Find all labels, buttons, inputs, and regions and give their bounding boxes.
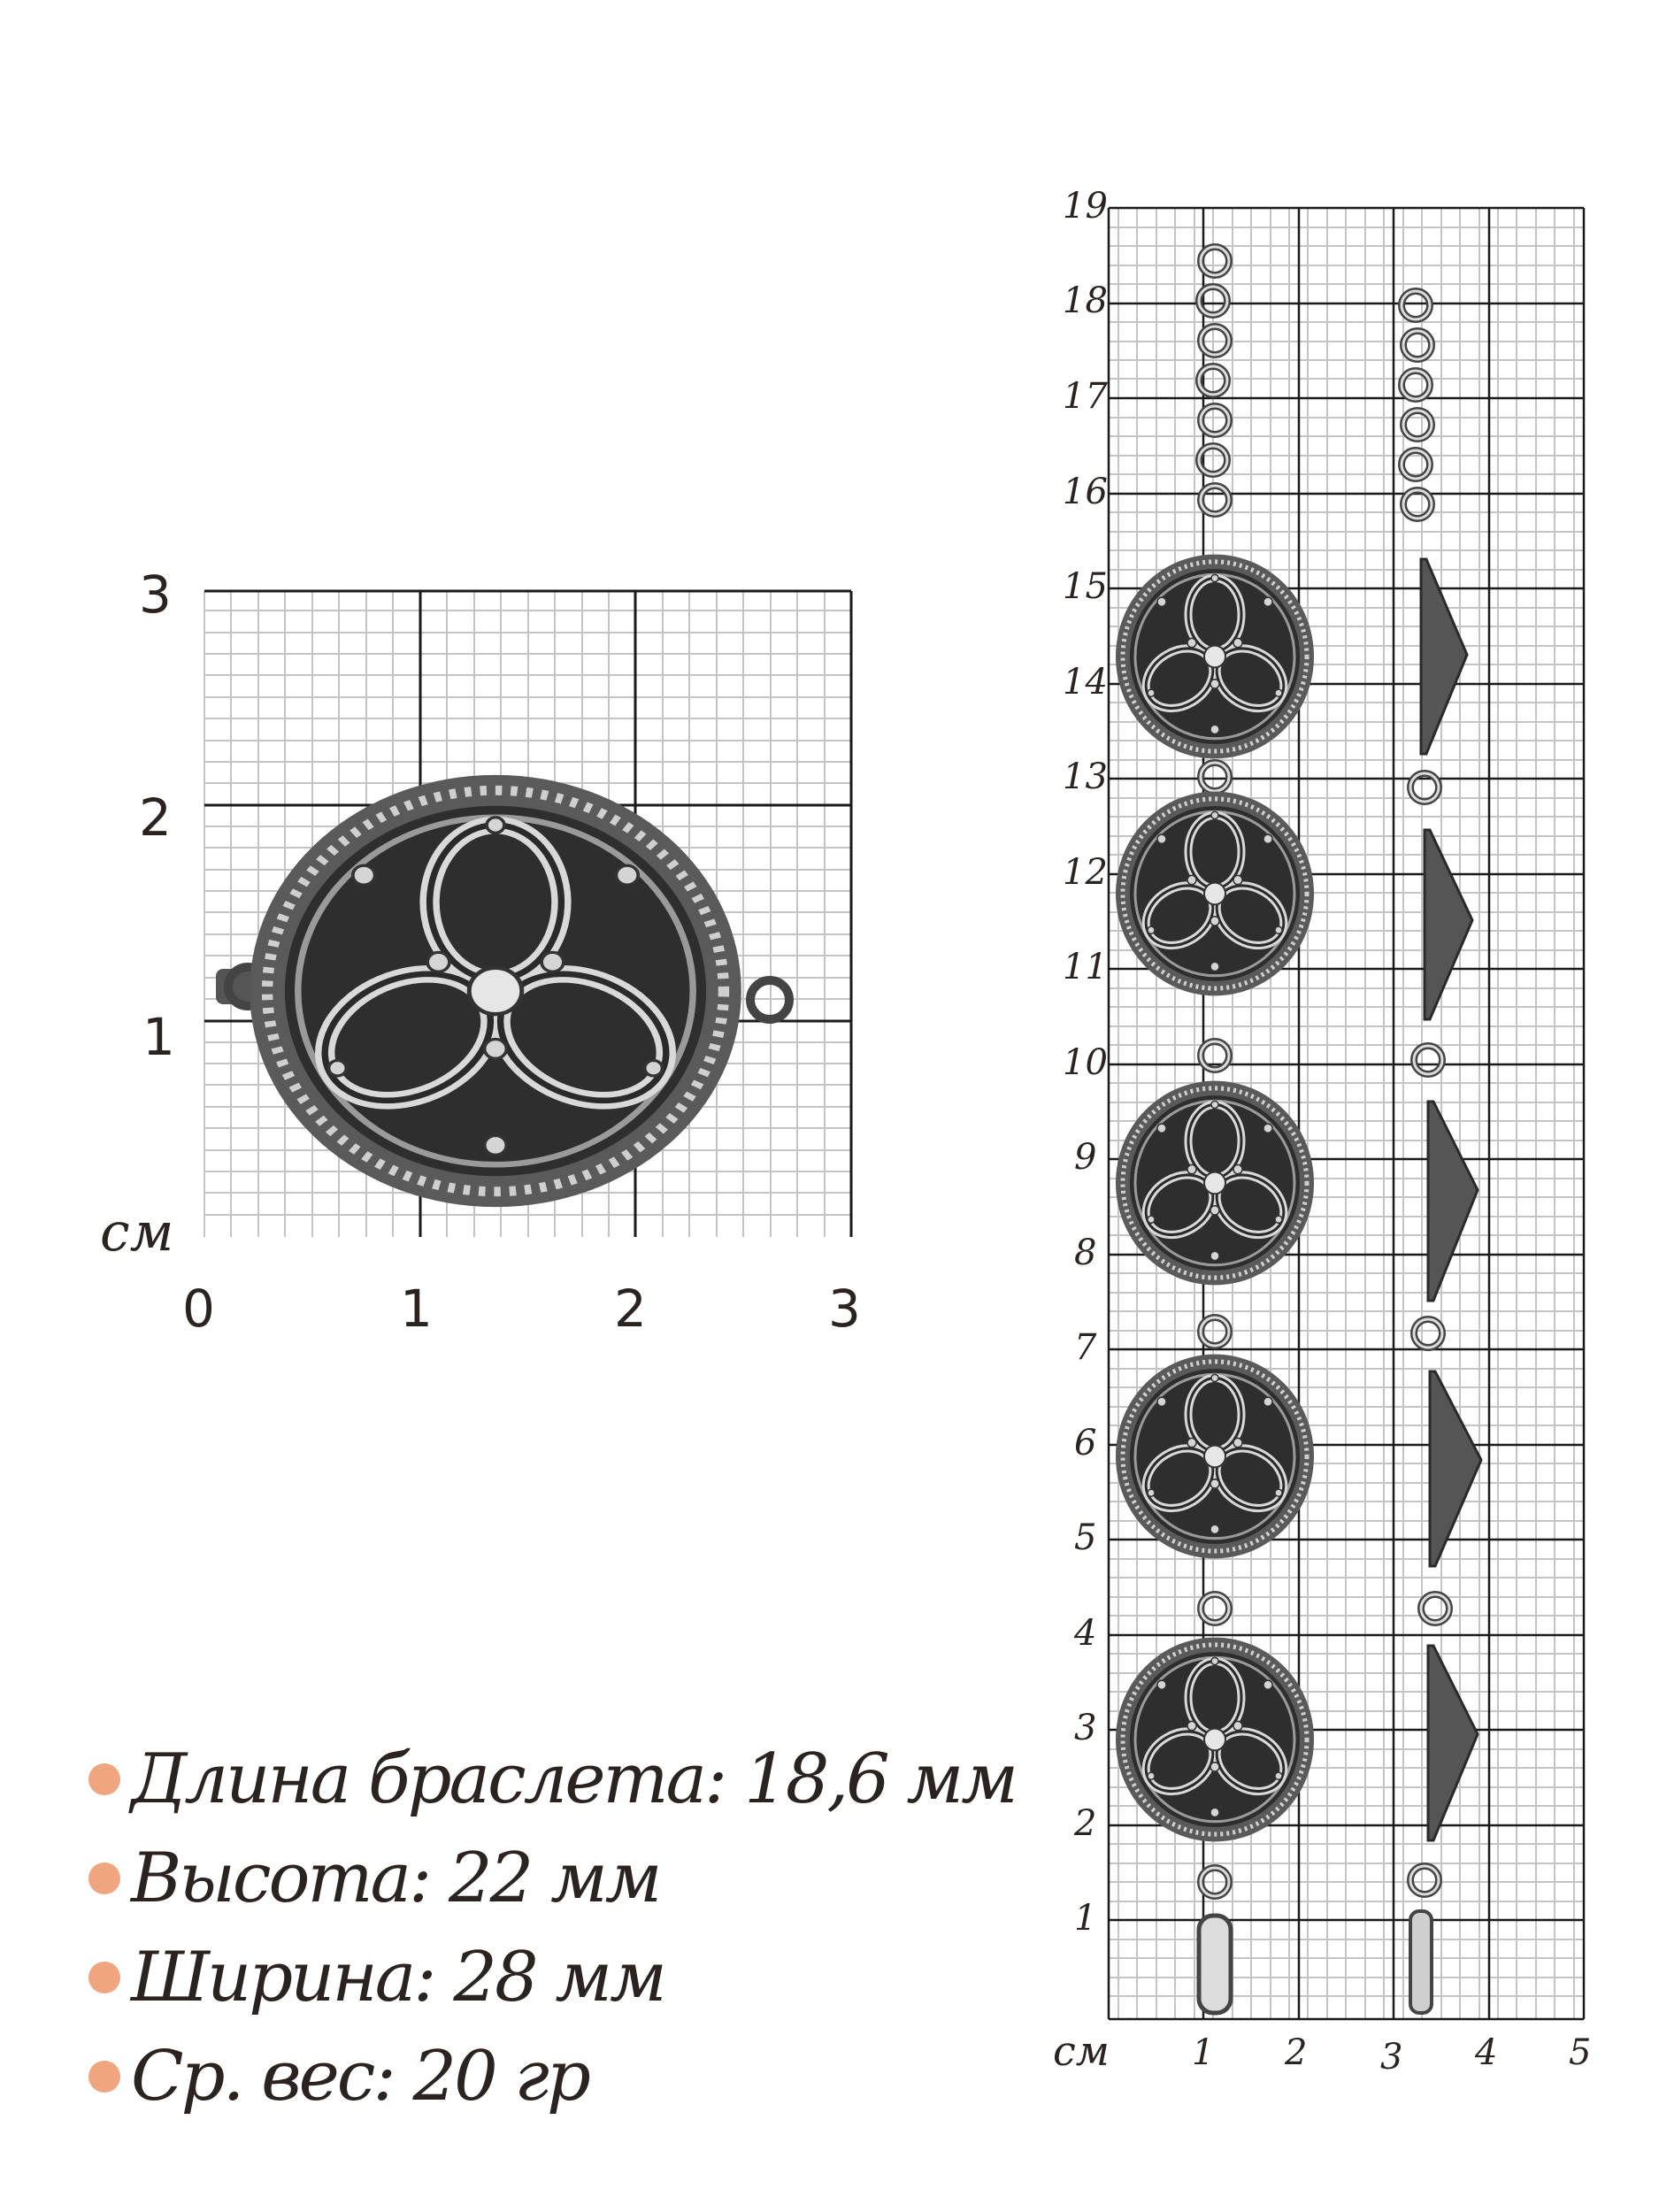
spec-height: Высота: 22 мм [131,1839,660,1918]
left-x-tick-1: 1 [400,1279,433,1339]
specs-list [88,1730,1016,2126]
bullet-dot [88,1763,120,1795]
left-x-tick-2: 2 [614,1279,647,1339]
right-x-tick-5: 5 [1569,2032,1592,2073]
right-y-tick-12: 12 [1063,852,1108,893]
right-y-tick-6: 6 [1074,1423,1097,1463]
right-y-tick-4: 4 [1074,1613,1097,1654]
bullet-dot [88,1863,120,1894]
spec-item-length [88,1730,1016,1829]
right-y-tick-10: 10 [1063,1042,1108,1083]
left-y-tick-3: 3 [139,565,172,625]
right-y-tick-3: 3 [1074,1708,1097,1748]
left-x-tick-3: 3 [828,1279,861,1339]
spec-weight: Ср. вес: 20 гр [131,2037,588,2116]
right-y-tick-11: 11 [1063,947,1108,987]
left-y-tick-1: 1 [142,1007,175,1067]
spec-item-height [88,1829,1016,1928]
right-x-tick-3: 3 [1380,2037,1403,2078]
right-y-tick-17: 17 [1063,376,1108,417]
right-y-tick-18: 18 [1063,280,1108,321]
right-x-tick-1: 1 [1192,2032,1215,2073]
spec-length: Длина браслета: 18,6 мм [131,1740,1016,1819]
left-unit-label: см [100,1202,174,1263]
right-y-tick-9: 9 [1074,1137,1097,1178]
right-y-tick-1: 1 [1074,1898,1097,1939]
right-y-tick-15: 15 [1063,566,1108,607]
spec-item-width [88,1928,1016,2027]
spec-item-weight [88,2027,1016,2126]
right-y-tick-8: 8 [1074,1233,1097,1273]
bracelet-link-closeup [216,775,789,1207]
bullet-dot [88,2061,120,2093]
right-unit-label: см [1053,2027,1110,2075]
right-y-tick-2: 2 [1074,1803,1097,1844]
spec-width: Ширина: 28 мм [131,1938,664,2017]
left-x-tick-0: 0 [182,1279,215,1339]
right-y-tick-14: 14 [1063,662,1108,703]
right-y-tick-19: 19 [1063,186,1108,227]
left-y-tick-2: 2 [139,787,172,848]
right-y-tick-7: 7 [1074,1327,1097,1368]
right-x-tick-2: 2 [1285,2032,1308,2073]
right-x-tick-4: 4 [1475,2032,1498,2073]
right-y-tick-5: 5 [1074,1517,1097,1558]
bullet-dot [88,1962,120,1993]
right-y-tick-16: 16 [1063,472,1108,512]
right-y-tick-13: 13 [1063,757,1108,797]
